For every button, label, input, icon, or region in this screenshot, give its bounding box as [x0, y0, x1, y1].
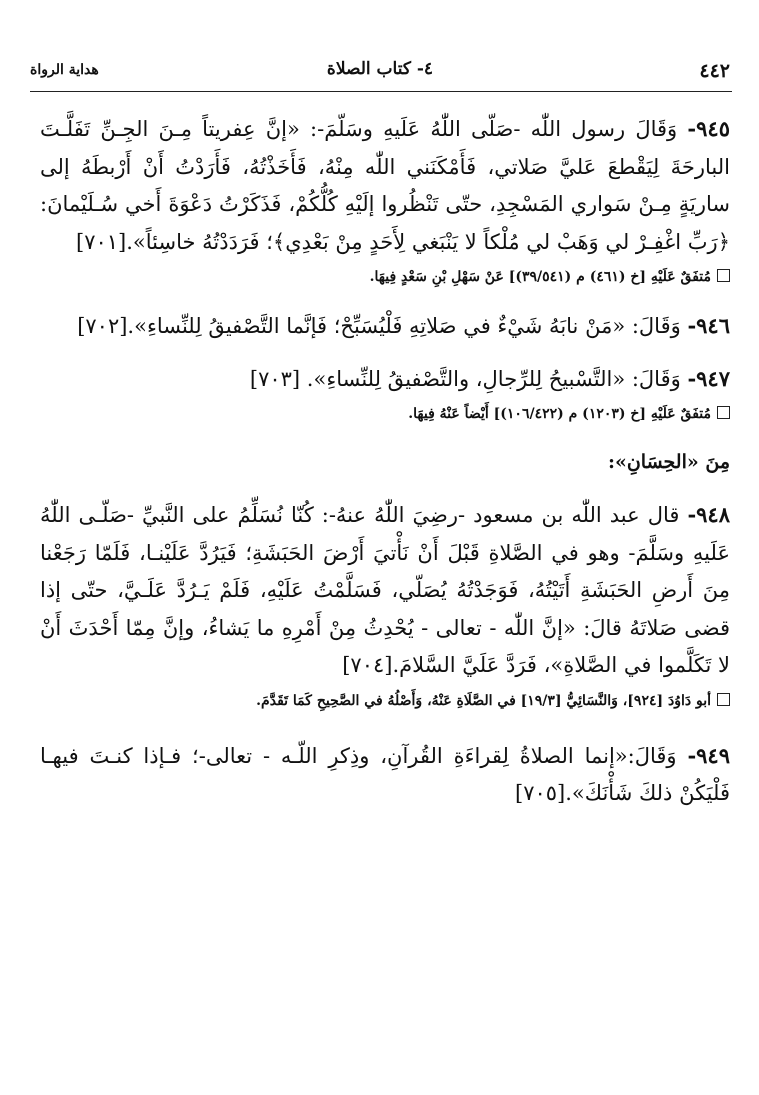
page-header — [30, 56, 730, 86]
square-bullet-icon — [717, 406, 730, 419]
hadith-number: ٩٤٨- — [687, 502, 730, 527]
hadith-text: وَقَالَ: «التَّسْبيحُ لِلرِّجالِ، والتَّصْفيقُ لِلنِّساءِ». [٧٠٣] — [249, 366, 681, 391]
hadith-text: وَقَالَ رسول اللّٰه -صَلّى اللّٰهُ عَلَيهِ وسَلّمَ-: «إنَّ عِفريتاً مِـنَ الجِـنِّ تَفَلَّـتَ البارحَةَ لِيَقْطعَ عَليَّ صَلاتي، فَأَمْكَنَني اللّٰه مِنْهُ، فَأَخَذْتُهُ، فَأَرَدْتُ أَنْ أَرْبطَهُ إلى ساريَةٍ مِـنْ سَواري المَسْجِدِ، حتّى تَنْظُروا إلَيْهِ كُلُّكُمْ، فَذَكَرْتُ دَعْوَةَ أَخي سُـلَيْمانَ: ﴿رَبِّ اغْفِـرْ لي وَهَبْ لي مُلْكاً لا يَنْبَغي لِأَحَدٍ مِنْ بَعْدِي﴾؛ فَرَدَدْتُهُ خاسِئاً».[٧٠١] — [40, 117, 731, 254]
section-title: مِنَ «الحِسَانِ»: — [607, 451, 730, 473]
hadith-text: وَقَالَ:«إنما الصلاةُ لِقراءَةِ القُرآنِ، وذِكرِ اللّـه - تعالى-؛ فـإذا كنـتَ فيهـا فَلْيَكُنْ ذلكَ شَأْنَكَ».[٧٠٥] — [40, 743, 730, 805]
book-title: هداية الرواة — [30, 62, 99, 78]
page-number: ٤٤٢ — [699, 60, 730, 82]
takhrij-text: مُتفَقٌ عَلَيْهِ [خ (٤٦١) م (٣٩/٥٤١)] عَنْ سَهْلِ بْنِ سَعْدٍ فِيهَا. — [369, 269, 711, 285]
header-divider — [30, 91, 732, 92]
hadith-text: وَقَالَ: «مَنْ نابَهُ شَيْءٌ في صَلاتِهِ فَلْيُسَبِّحْ؛ فَإنَّما التَّصْفيقُ لِلنِّساءِ».[٧٠٢] — [77, 314, 681, 338]
hadith-949 — [40, 737, 730, 813]
hadith-948 — [40, 496, 730, 685]
takhrij-945 — [40, 265, 730, 289]
hadith-text: قال عبد اللّٰه بن مسعود -رضِيَ اللّٰهُ عنهُ-: كُنّا نُسَلِّمُ على النَّبيِّ -صَلّـى اللّٰهُ عَلَيهِ وسَلَّمَ- وهو في الصَّلاةِ قَبْلَ أَنْ نَأْتيَ أَرْضَ الحَبَشَةِ؛ فَيَرُدَّ عَلَيْنـا، فَلَمّا رَجَعْنا مِنَ أَرضِ الحَبَشَةِ أَتَيْتُهُ، فَوَجَدْتُهُ يُصَلّي، فَسَلَّمْتُ عَلَيْهِ، فَلَمْ يَـرُدَّ عَلَـيَّ، حتّى إذا قضى صَلاتَهُ قالَ: «إنَّ اللّٰه - تعالى - يُحْدِثُ مِنْ أَمْرِهِ ما يَشاءُ، وإنَّ مِمّا أَحْدَثَ أَنْ لا تَكَلَّموا في الصَّلاةِ»، فَرَدَّ عَلَيَّ السَّلامَ.[٧٠٤] — [40, 503, 730, 677]
page-body — [40, 110, 730, 813]
takhrij-text: أبو دَاوُدَ [٩٢٤]، وَالنَّسَائِيُّ [١٩/٣] في الصَّلَاةِ عَنْهُ، وَأَصْلُهُ في الصَّحِيحِ كَمَا تَقَدَّمَ. — [256, 692, 711, 709]
takhrij-text: مُتفَقٌ عَلَيْهِ [خ (١٢٠٣) م (١٠٦/٤٢٢)] أَيْضاً عَنْهُ فِيهَا. — [408, 406, 711, 422]
square-bullet-icon — [717, 269, 730, 282]
hadith-945 — [40, 110, 730, 261]
hadith-946 — [40, 307, 730, 346]
square-bullet-icon — [717, 693, 730, 706]
hadith-number: ٩٤٦- — [687, 313, 730, 338]
chapter-title: ٤- كتاب الصلاة — [326, 59, 434, 79]
takhrij-948 — [40, 689, 730, 713]
hadith-947 — [40, 360, 730, 399]
hadith-number: ٩٤٩- — [687, 742, 730, 768]
hadith-number: ٩٤٥- — [687, 116, 730, 141]
takhrij-947 — [40, 402, 730, 426]
hadith-number: ٩٤٧- — [687, 365, 730, 391]
